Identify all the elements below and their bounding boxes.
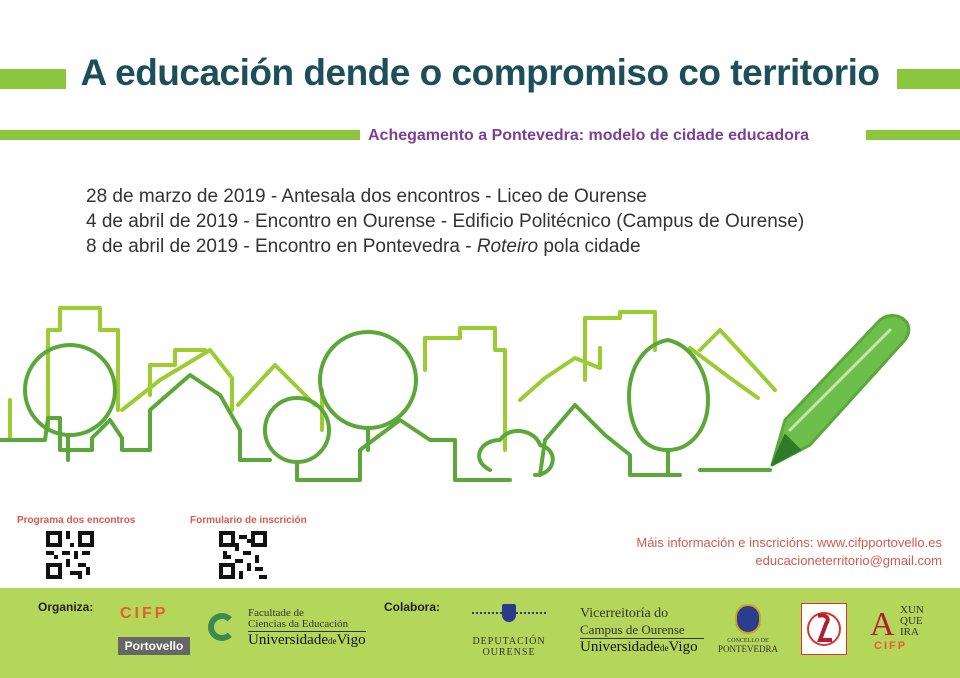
subtitle-left-bar	[0, 130, 360, 140]
colabora-label: Colabora:	[384, 600, 441, 614]
xunqueira-line-3: IRA	[900, 626, 919, 638]
date-line-2: 4 de abril de 2019 - Encontro en Ourense - Edificio Politécnico (Campus de Ourense)	[86, 211, 805, 232]
program-qr-label: Programa dos encontros	[17, 515, 136, 526]
concello-line-1: CONCELLO DE	[727, 638, 769, 644]
deputacion-dots	[472, 612, 546, 614]
cifp-xunqueira-logo	[870, 604, 930, 658]
page-subtitle: Achegamento a Pontevedra: modelo de cidade educadora	[368, 127, 809, 144]
faculty-logo	[208, 607, 366, 655]
subtitle-right-bar	[866, 130, 960, 140]
deputacion-line-1: DEPUTACIÓN	[472, 636, 546, 647]
faculty-line-1: Facultade de	[248, 607, 304, 619]
concello-crest-icon	[735, 604, 761, 634]
liceo-logo	[801, 603, 847, 655]
form-qr-code[interactable]	[219, 531, 267, 579]
info-website-line[interactable]: Máis información e inscricións: www.cifpportovello.es	[636, 535, 942, 550]
xunqueira-line-1: XUN	[900, 604, 924, 616]
vicerreitoria-line-1: Vicerreitoría do	[580, 606, 669, 621]
portovello-text: Portovello	[118, 637, 190, 655]
info-email-line[interactable]: educacioneterritorio@gmail.com	[755, 553, 942, 568]
faculty-emblem-icon	[208, 613, 236, 641]
pencil-drawing	[772, 316, 909, 465]
vicerreitoria-line-2: Campus de Ourense	[580, 622, 685, 637]
faculty-line-2: Ciencias da Educación	[248, 618, 349, 630]
form-qr-label: Formulario de inscrición	[190, 515, 307, 526]
cifp-portovello-logo	[118, 605, 192, 657]
program-qr-code[interactable]	[46, 531, 94, 579]
concello-line-2: PONTEVEDRA	[718, 644, 778, 654]
deputacion-ourense-logo	[468, 604, 550, 660]
page-title: A educación dende o compromiso co territorio	[80, 52, 880, 93]
date-line-3: 8 de abril de 2019 - Encontro en Pontevedra - Roteiro pola cidade	[86, 236, 641, 257]
liceo-l-icon	[802, 604, 846, 654]
trees-dark	[0, 332, 770, 480]
cifp-logo-text: CIFP	[120, 605, 169, 622]
vicerreitoria-logo	[580, 606, 704, 656]
vicerreitoria-university-name: UniversidadedeVigo	[580, 638, 704, 656]
city-skyline-drawing	[0, 290, 960, 490]
organiza-label: Organiza:	[38, 600, 94, 614]
xunqueira-a-icon: A	[870, 606, 895, 643]
xunqueira-line-2: QUE	[900, 615, 923, 627]
date-line-1: 28 de marzo de 2019 - Antesala dos encontros - Liceo de Ourense	[86, 186, 647, 207]
faculty-university-name: UniversidadedeVigo	[248, 632, 366, 648]
buildings-light	[10, 308, 775, 450]
concello-pontevedra-logo	[716, 604, 780, 660]
xunqueira-cifp-text: CIFP	[874, 640, 908, 652]
deputacion-line-2: OURENSE	[482, 647, 536, 658]
